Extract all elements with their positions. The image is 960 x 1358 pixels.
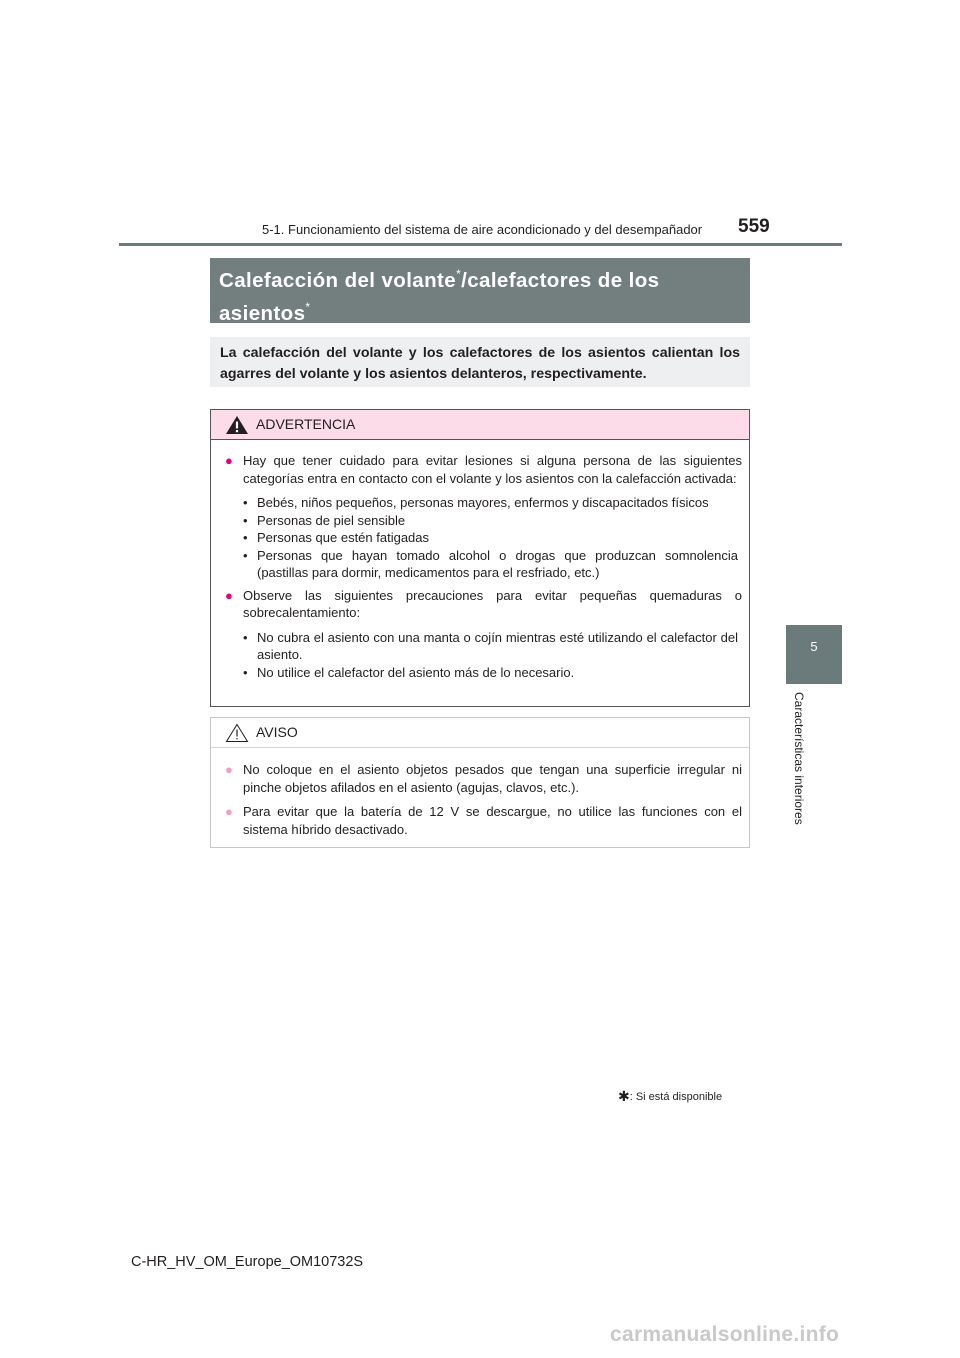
warning-item-text: Observe las siguientes precauciones para evitar pequeñas quemaduras o sobrecalentamiento: <box>243 587 742 620</box>
warning-item <box>225 452 742 487</box>
page-number: 559 <box>738 216 770 237</box>
warning-subitem: • No utilice el calefactor del asiento más de lo necesario. <box>243 664 575 680</box>
footnote-text: : Si está disponible <box>629 1091 723 1103</box>
warning-subitem-text: Personas que estén fatigadas <box>257 530 430 545</box>
warning-subitem: • Bebés, niños pequeños, personas mayores, enfermos y discapacitados físicos <box>243 495 709 510</box>
warning-subitem-text: Personas de piel sensible <box>257 512 406 528</box>
warning-subitem-text: No cubra el asiento con una manta o cojín mientras esté utilizando el calefactor del asiento. <box>257 629 738 662</box>
section-title <box>210 258 750 323</box>
bullet-dot: ● <box>225 804 233 819</box>
warning-subitem: • Personas que hayan tomado alcohol o drogas que produzcan somnolencia (pastillas para dormir, medicamentos para el resfriado, etc.) <box>243 547 738 580</box>
footnote <box>618 1088 722 1105</box>
intro-paragraph: La calefacción del volante y los calefactores de los asientos calientan los agarres del volante y los asientos delanteros, respectivamente. <box>210 337 750 387</box>
warning-subitem-text: No utilice el calefactor del asiento más de lo necesario. <box>257 664 575 680</box>
document-code: C-HR_HV_OM_Europe_OM10732S <box>131 1254 364 1270</box>
warning-sublist <box>243 629 742 682</box>
warning-subitem: • Personas que estén fatigadas <box>243 530 430 545</box>
running-header-section: 5-1. Funcionamiento del sistema de aire acondicionado y del desempañador <box>262 222 703 237</box>
caution-box <box>210 717 750 848</box>
chapter-number: 5 <box>810 639 818 654</box>
caution-triangle-outline-icon <box>225 723 249 743</box>
warning-title: ADVERTENCIA <box>256 416 356 432</box>
caution-item-text: No coloque en el asiento objetos pesados que tengan una superficie irregular ni pinche objetos afilados en el asiento (agujas, clavos, etc.). <box>243 762 742 795</box>
watermark: carmanualsonline.info <box>610 1323 840 1346</box>
title-star-2: * <box>305 300 311 314</box>
title-part-2: /calefactores de los asientos <box>219 269 660 325</box>
caution-header <box>211 718 749 748</box>
footnote-star: ✱ <box>618 1088 630 1104</box>
title-star-1: * <box>456 267 462 281</box>
warning-item-text: Hay que tener cuidado para evitar lesiones si alguna persona de las siguientes categorías entra en contacto con el volante y los asientos con la calefacción activada: <box>243 453 742 486</box>
caution-title: AVISO <box>256 724 298 740</box>
title-part-1: Calefacción del volante <box>219 269 457 292</box>
chapter-label: Características interiores <box>792 692 806 825</box>
caution-item <box>225 761 742 796</box>
bullet-dot: ● <box>225 587 233 603</box>
warning-header <box>211 410 749 440</box>
bullet-dot: ● <box>225 453 233 468</box>
warning-subitem-text: Bebés, niños pequeños, personas mayores, enfermos y discapacitados físicos <box>257 495 709 510</box>
caution-item <box>225 803 742 838</box>
warning-box <box>210 409 750 707</box>
warning-subitem: • No cubra el asiento con una manta o cojín mientras esté utilizando el calefactor del asiento. <box>243 629 738 662</box>
warning-subitem: • Personas de piel sensible <box>243 512 406 528</box>
chapter-tab <box>786 625 842 684</box>
warning-sublist <box>243 494 742 582</box>
header-rule <box>119 243 842 246</box>
warning-triangle-icon <box>225 415 249 435</box>
caution-item-text: Para evitar que la batería de 12 V se descargue, no utilice las funciones con el sistema híbrido desactivado. <box>243 804 742 837</box>
warning-body <box>225 452 742 686</box>
caution-body <box>225 761 742 845</box>
warning-subitem-text: Personas que hayan tomado alcohol o drogas que produzcan somnolencia (pastillas para dormir, medicamentos para el resfriado, etc.) <box>257 547 738 580</box>
warning-item <box>225 587 742 622</box>
bullet-dot: ● <box>225 762 233 777</box>
